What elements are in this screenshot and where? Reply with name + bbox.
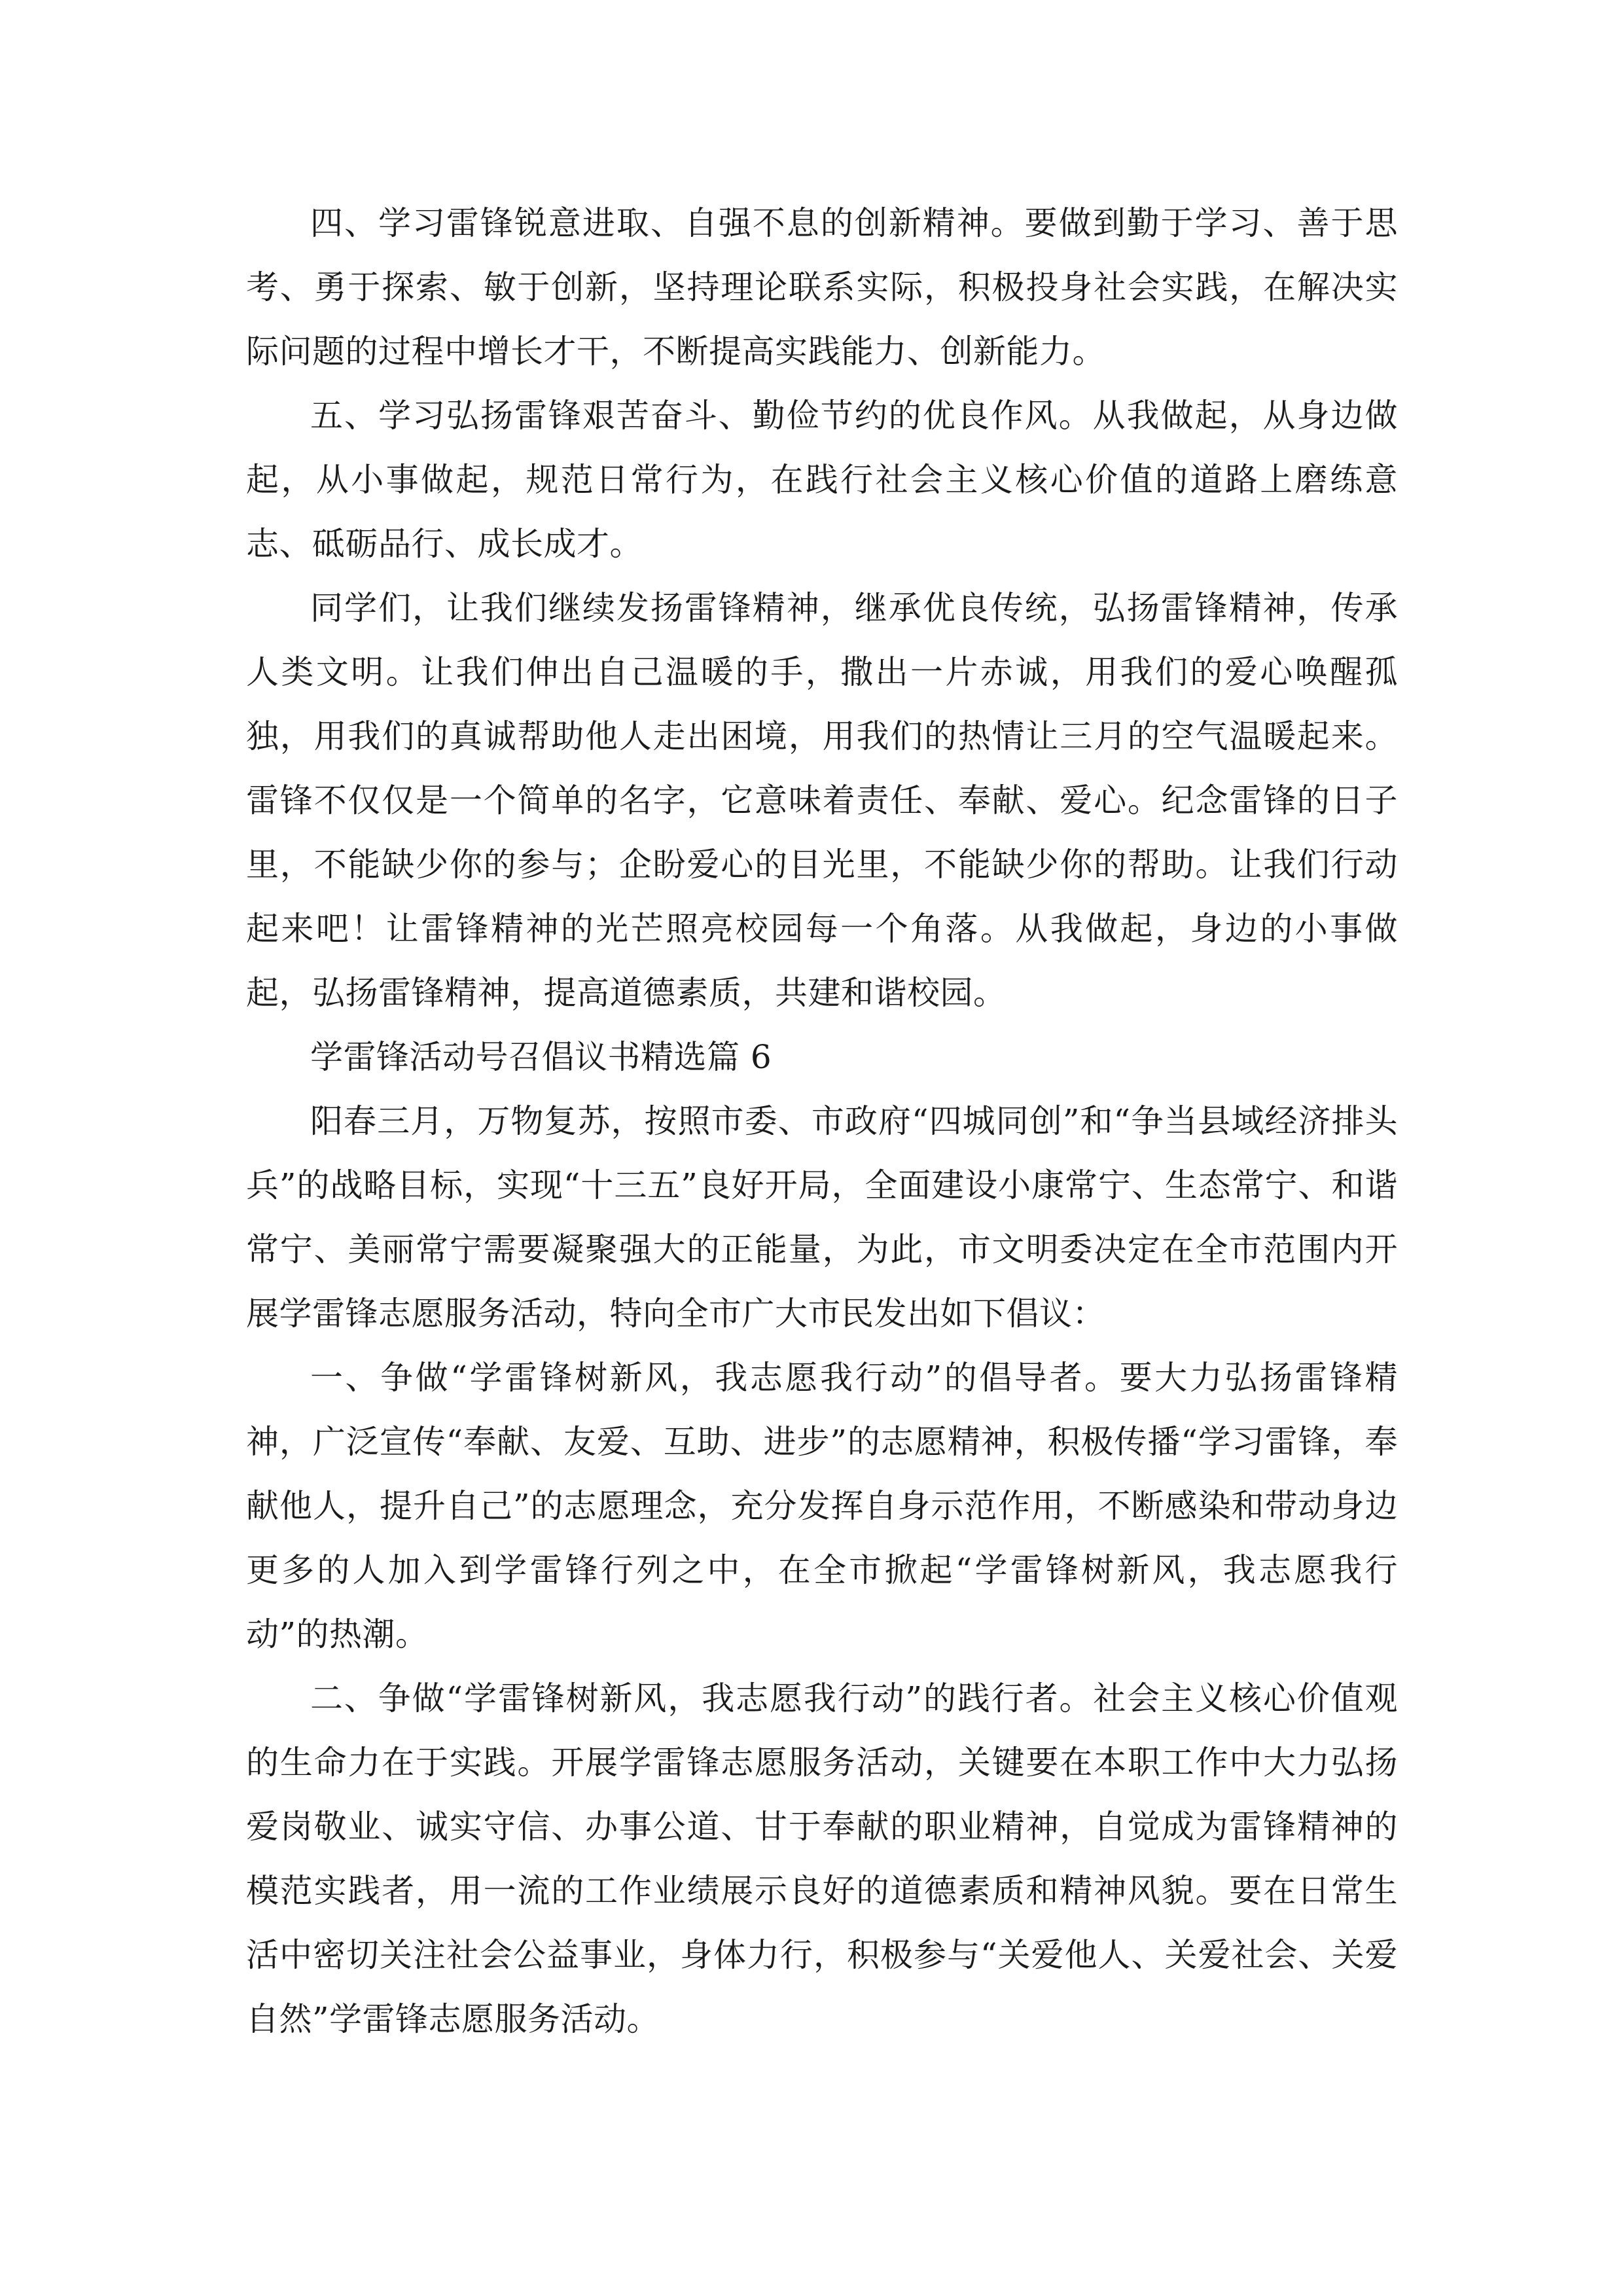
paragraph-practitioner: 二、争做“学雷锋树新风，我志愿我行动”的践行者。社会主义核心价值观的生命力在于实践。开展学雷锋志愿服务活动，关键要在本职工作中大力弘扬爱岗敬业、诚实守信、办事公道、甘于奉献的职业精神，自觉成为雷锋精神的模范实践者，用一流的工作业绩展示良好的道德素质和精神风貌。要在日常生活中密切关注社会公益事业，身体力行，积极参与“关爱他人、关爱社会、关爱自然”学雷锋志愿服务活动。	[246, 1679, 1398, 2038]
section-heading: 学雷锋活动号召倡议书精选篇 6	[310, 1038, 772, 1076]
paragraph-innovation-spirit: 四、学习雷锋锐意进取、自强不息的创新精神。要做到勤于学习、善于思考、勇于探索、敏于创新，坚持理论联系实际，积极投身社会实践，在解决实际问题的过程中增长才干，不断提高实践能力、创新能力。	[246, 204, 1398, 370]
document-page	[246, 191, 1398, 2051]
paragraph-spring-proposal-intro: 阳春三月，万物复苏，按照市委、市政府“四城同创”和“争当县域经济排头兵”的战略目标，实现“十三五”良好开局，全面建设小康常宁、生态常宁、和谐常宁、美丽常宁需要凝聚强大的正能量，为此，市文明委决定在全市范围内开展学雷锋志愿服务活动，特向全市广大市民发出如下倡议：	[246, 1102, 1398, 1333]
paragraph-advocate: 一、争做“学雷锋树新风，我志愿我行动”的倡导者。要大力弘扬雷锋精神，广泛宣传“奉献、友爱、互助、进步”的志愿精神，积极传播“学习雷锋，奉献他人，提升自己”的志愿理念，充分发挥自身示范作用，不断感染和带动身边更多的人加入到学雷锋行列之中，在全市掀起“学雷锋树新风，我志愿我行动”的热潮。	[246, 1359, 1398, 1653]
paragraph-call-to-students: 同学们，让我们继续发扬雷锋精神，继承优良传统，弘扬雷锋精神，传承人类文明。让我们伸出自己温暖的手，撒出一片赤诚，用我们的爱心唤醒孤独，用我们的真诚帮助他人走出困境，用我们的热情让三月的空气温暖起来。雷锋不仅仅是一个简单的名字，它意味着责任、奉献、爱心。纪念雷锋的日子里，不能缺少你的参与；企盼爱心的目光里，不能缺少你的帮助。让我们行动起来吧！让雷锋精神的光芒照亮校园每一个角落。从我做起，身边的小事做起，弘扬雷锋精神，提高道德素质，共建和谐校园。	[246, 589, 1398, 1012]
paragraph-hard-work-style: 五、学习弘扬雷锋艰苦奋斗、勤俭节约的优良作风。从我做起，从身边做起，从小事做起，规范日常行为，在践行社会主义核心价值的道路上磨练意志、砥砺品行、成长成才。	[246, 397, 1398, 563]
